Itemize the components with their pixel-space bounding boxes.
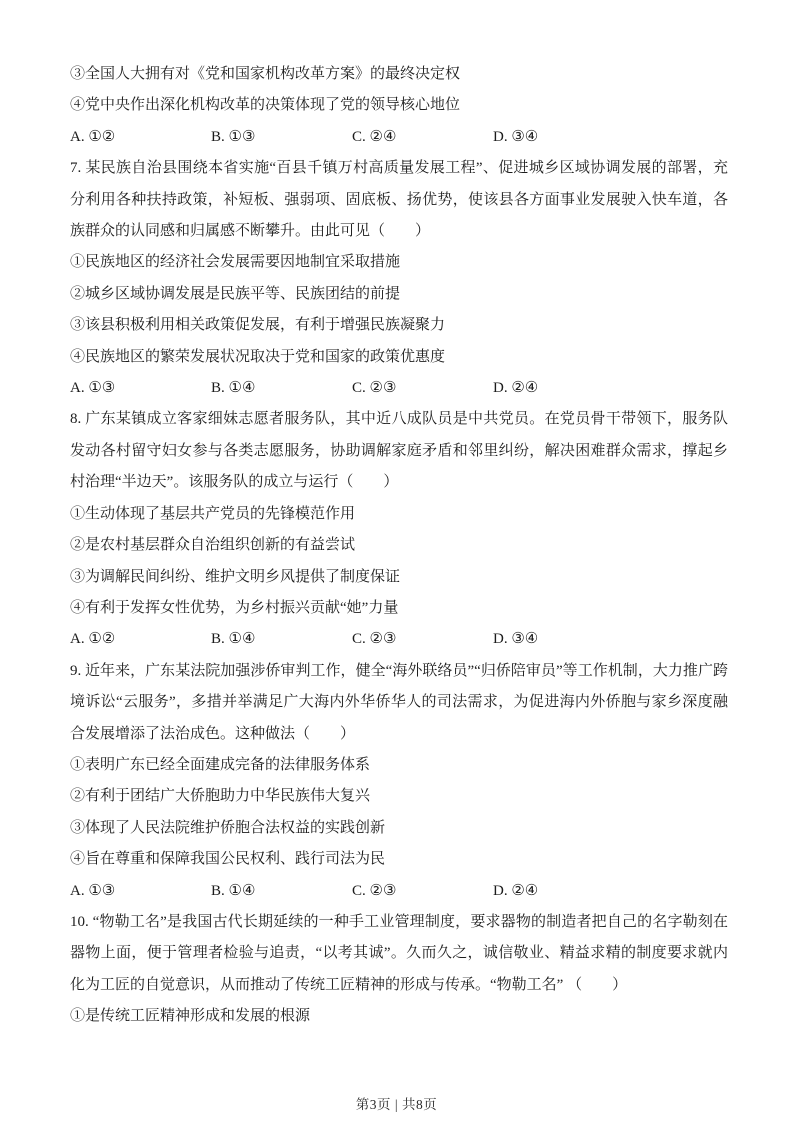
q7-options-row — [70, 373, 728, 404]
page-footer — [0, 1093, 793, 1113]
q8-statement-3: ③为调解民间纠纷、维护文明乡风提供了制度保证 — [70, 568, 401, 585]
q6-option-a: A. ①② — [70, 128, 116, 145]
q6-statement-4: ④党中央作出深化机构改革的决策体现了党的领导核心地位 — [70, 97, 461, 114]
q9-statement-2: ②有利于团结广大侨胞助力中华民族伟大复兴 — [70, 788, 371, 805]
q6-option-b: B. ①③ — [211, 128, 256, 145]
q7-option-c: C. ②③ — [352, 380, 397, 397]
q9-stem: 9. 近年来，广东某法院加强涉侨审判工作，健全“海外联络员”“归侨陪审员”等工作机制，大力推广跨境诉讼“云服务”，多措并举满足广大海内外华侨华人的司法需求，为促进海内外侨胞与家乡深度融合发展增添了法治成色。这种做法（ ） — [70, 662, 728, 742]
q8-option-d: D. ③④ — [493, 631, 539, 648]
q8-option-c: C. ②③ — [352, 631, 397, 648]
q8-statement-1: ①生动体现了基层共产党员的先锋模范作用 — [70, 505, 356, 522]
q9-options-row — [70, 876, 728, 907]
q7-statement-3: ③该县积极利用相关政策促发展，有利于增强民族凝聚力 — [70, 317, 446, 334]
q7-option-d: D. ②④ — [493, 380, 539, 397]
q8-option-b: B. ①④ — [211, 631, 256, 648]
q9-statement-1: ①表明广东已经全面建成完备的法律服务体系 — [70, 756, 371, 773]
q6-option-d: D. ③④ — [493, 128, 539, 145]
q6-statement-3: ③全国人大拥有对《党和国家机构改革方案》的最终决定权 — [70, 66, 461, 82]
q9-option-d: D. ②④ — [493, 882, 539, 899]
page-number-label: 第3页 | 共8页 — [355, 1097, 438, 1112]
q9-statement-4: ④旨在尊重和保障我国公民权利、践行司法为民 — [70, 851, 386, 868]
page-content — [70, 59, 728, 1033]
q8-option-a: A. ①② — [70, 631, 116, 648]
q9-statement-3: ③体现了人民法院维护侨胞合法权益的实践创新 — [70, 819, 386, 836]
q9-option-b: B. ①④ — [211, 882, 256, 899]
q7-statement-4: ④民族地区的繁荣发展状况取决于党和国家的政策优惠度 — [70, 348, 446, 365]
q7-option-a: A. ①③ — [70, 380, 116, 397]
q7-stem: 7. 某民族自治县围绕本省实施“百县千镇万村高质量发展工程”、促进城乡区域协调发展的部署，充分利用各种扶持政策，补短板、强弱项、固底板、扬优势，使该县各方面事业发展驶入快车道，各族群众的认同感和归属感不断攀升。由此可见（ ） — [70, 160, 728, 240]
q8-statement-2: ②是农村基层群众自治组织创新的有益尝试 — [70, 537, 356, 554]
q7-statement-2: ②城乡区域协调发展是民族平等、民族团结的前提 — [70, 285, 401, 302]
q6-options-row — [70, 122, 728, 153]
q8-stem: 8. 广东某镇成立客家细妹志愿者服务队，其中近八成队员是中共党员。在党员骨干带领下，服务队发动各村留守妇女参与各类志愿服务，协助调解家庭矛盾和邻里纠纷，解决困难群众需求，撑起乡村治理“半边天”。该服务队的成立与运行（ ） — [70, 411, 728, 491]
q6-option-c: C. ②④ — [352, 128, 397, 145]
q10-statement-1: ①是传统工匠精神形成和发展的根源 — [70, 1008, 311, 1025]
q7-statement-1: ①民族地区的经济社会发展需要因地制宜采取措施 — [70, 254, 401, 271]
q7-option-b: B. ①④ — [211, 380, 256, 397]
q8-options-row — [70, 624, 728, 655]
q8-statement-4: ④有利于发挥女性优势，为乡村振兴贡献“她”力量 — [70, 599, 399, 616]
q9-option-c: C. ②③ — [352, 882, 397, 899]
q10-stem: 10. “物勒工名”是我国古代长期延续的一种手工业管理制度，要求器物的制造者把自己的名字勒刻在器物上面，便于管理者检验与追责，“以考其诚”。久而久之，诚信敬业、精益求精的制度要求就内化为工匠的自觉意识，从而推动了传统工匠精神的形成与传承。“物勒工名” （ ） — [70, 913, 728, 993]
q9-option-a: A. ①③ — [70, 882, 116, 899]
